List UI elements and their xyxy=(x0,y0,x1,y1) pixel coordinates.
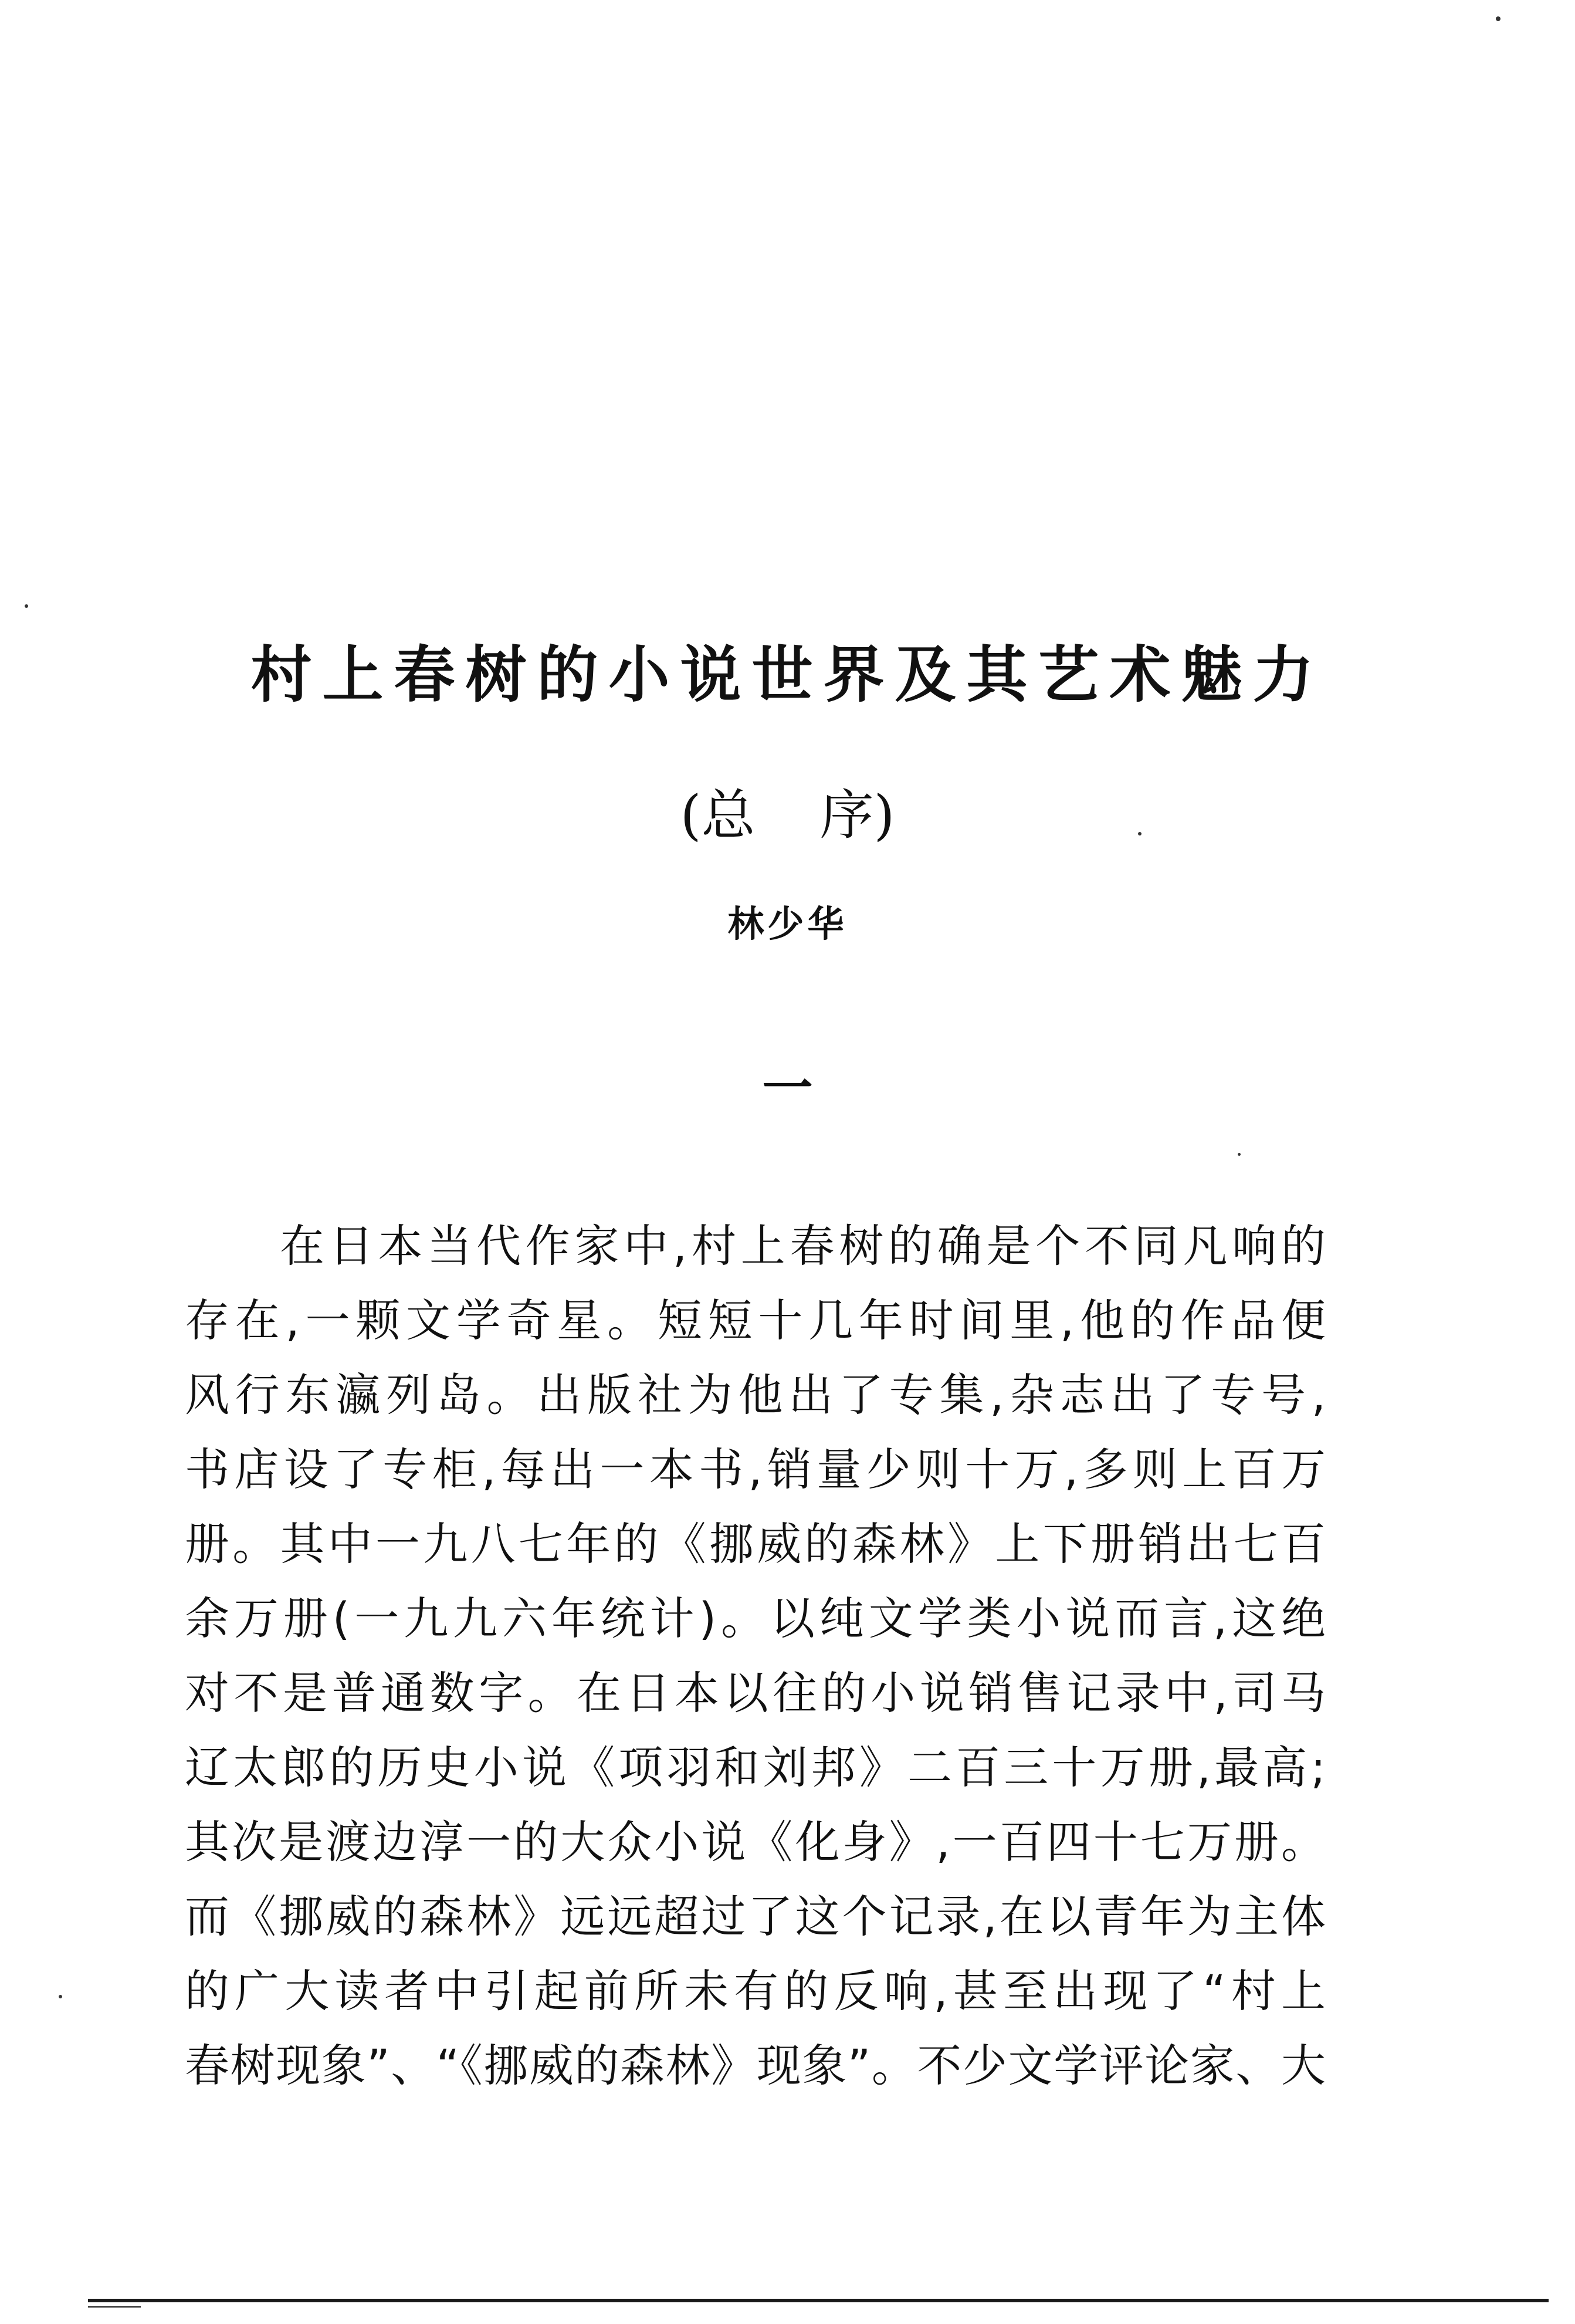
text-line: 而《挪威的森林》远远超过了这个记录,在以青年为主体 xyxy=(185,1890,1326,1943)
scan-speck xyxy=(25,604,28,608)
text-line: 册。其中一九八七年的《挪威的森林》上下册销出七百 xyxy=(185,1518,1326,1570)
text-line: 的广大读者中引起前所未有的反响,甚至出现了“村上 xyxy=(185,1965,1326,2017)
page-bottom-rule xyxy=(88,2299,1549,2302)
author-name: 林少华 xyxy=(727,902,848,945)
scan-speck xyxy=(59,1995,62,1998)
scan-speck xyxy=(1238,1153,1241,1156)
text-line: 书店设了专柜,每出一本书,销量少则十万,多则上百万 xyxy=(185,1443,1326,1496)
essay-title: 村上春树的小说世界及其艺术魅力 xyxy=(250,639,1325,711)
subtitle-part-2: 序) xyxy=(819,784,895,847)
text-line: 对不是普通数字。在日本以往的小说销售记录中,司马 xyxy=(185,1667,1326,1719)
text-line: 在日本当代作家中,村上春树的确是个不同凡响的 xyxy=(280,1220,1326,1272)
text-line: 辽太郎的历史小说《项羽和刘邦》二百三十万册,最高; xyxy=(185,1741,1326,1794)
essay-subtitle xyxy=(0,780,1575,851)
body-paragraph xyxy=(185,1209,1326,2103)
text-line: 其次是渡边淳一的大众小说《化身》,一百四十七万册。 xyxy=(185,1816,1326,1868)
text-line: 余万册(一九九六年统计)。以纯文学类小说而言,这绝 xyxy=(185,1592,1326,1645)
text-line: 春树现象”、“《挪威的森林》现象”。不少文学评论家、大 xyxy=(185,2039,1326,2092)
scan-speck xyxy=(1496,16,1501,21)
scan-speck xyxy=(1138,832,1142,835)
text-line: 风行东瀛列岛。出版社为他出了专集,杂志出了专号, xyxy=(185,1369,1326,1421)
section-number: 一 xyxy=(762,1059,813,1118)
text-line: 存在,一颗文学奇星。短短十几年时间里,他的作品便 xyxy=(185,1294,1326,1347)
subtitle-part-1: (总 xyxy=(680,784,756,847)
page-bottom-rule-accent xyxy=(88,2306,141,2308)
